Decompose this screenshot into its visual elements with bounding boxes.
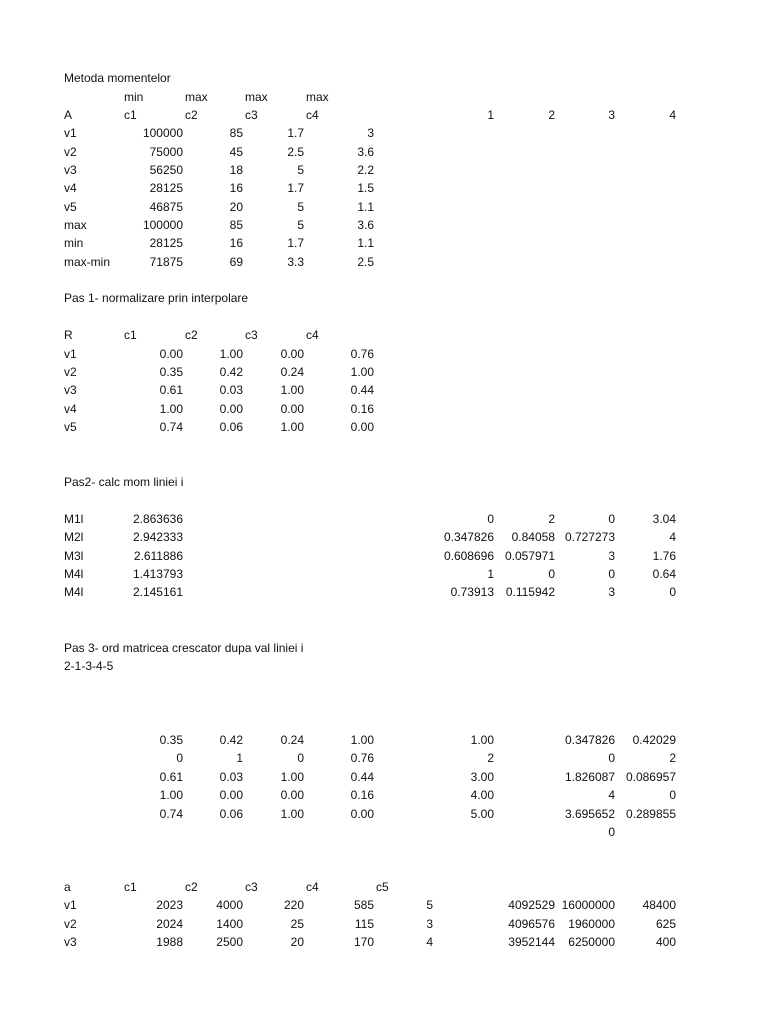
sheet-cell: 0.74 bbox=[159, 807, 183, 821]
sheet-cell: 3 bbox=[608, 549, 615, 563]
sheet-cell: R bbox=[64, 328, 73, 342]
sheet-cell: 4092529 bbox=[508, 898, 555, 912]
sheet-cell: 100000 bbox=[142, 126, 183, 140]
sheet-cell: 1 bbox=[236, 751, 243, 765]
sheet-cell: 0 bbox=[297, 751, 304, 765]
sheet-cell: 2-1-3-4-5 bbox=[64, 659, 114, 673]
sheet-cell: 100000 bbox=[142, 218, 183, 232]
sheet-cell: v2 bbox=[64, 145, 77, 159]
sheet-cell: 0.289855 bbox=[625, 807, 676, 821]
sheet-cell: c3 bbox=[245, 108, 258, 122]
sheet-cell: 16 bbox=[229, 236, 243, 250]
sheet-cell: 2500 bbox=[216, 935, 243, 949]
sheet-cell: 3.6 bbox=[357, 145, 374, 159]
sheet-cell: v1 bbox=[64, 347, 77, 361]
sheet-cell: 69 bbox=[229, 255, 243, 269]
sheet-cell: 20 bbox=[290, 935, 304, 949]
sheet-cell: 0.347826 bbox=[443, 530, 494, 544]
sheet-cell: c4 bbox=[306, 108, 319, 122]
sheet-cell: min bbox=[124, 90, 144, 104]
sheet-cell: 0.057971 bbox=[504, 549, 555, 563]
sheet-cell: min bbox=[64, 236, 84, 250]
sheet-cell: 0 bbox=[608, 751, 615, 765]
sheet-cell: Pas2- calc mom liniei i bbox=[64, 475, 184, 489]
sheet-cell: 5 bbox=[297, 200, 304, 214]
sheet-cell: 4 bbox=[669, 530, 676, 544]
sheet-cell: 0.74 bbox=[159, 420, 183, 434]
sheet-cell: v3 bbox=[64, 935, 77, 949]
sheet-cell: 2 bbox=[548, 512, 555, 526]
sheet-cell: 0.00 bbox=[219, 402, 243, 416]
sheet-cell: 4 bbox=[608, 788, 615, 802]
sheet-cell: 1 bbox=[487, 108, 494, 122]
sheet-cell: 3 bbox=[608, 108, 615, 122]
sheet-cell: v5 bbox=[64, 420, 77, 434]
sheet-cell: 2023 bbox=[156, 898, 183, 912]
sheet-cell: 0 bbox=[669, 788, 676, 802]
sheet-cell: c2 bbox=[185, 108, 198, 122]
sheet-cell: 1.00 bbox=[350, 365, 374, 379]
sheet-cell: c2 bbox=[185, 880, 198, 894]
sheet-cell: 5 bbox=[297, 163, 304, 177]
sheet-cell: 4.00 bbox=[470, 788, 494, 802]
sheet-cell: 1.00 bbox=[280, 383, 304, 397]
sheet-cell: M2l bbox=[64, 530, 84, 544]
sheet-cell: 1960000 bbox=[568, 917, 615, 931]
sheet-cell: 0 bbox=[608, 825, 615, 839]
sheet-cell: 3.04 bbox=[652, 512, 676, 526]
sheet-cell: 0.84058 bbox=[511, 530, 555, 544]
sheet-cell: c2 bbox=[185, 328, 198, 342]
sheet-cell: 25 bbox=[290, 917, 304, 931]
sheet-cell: c4 bbox=[306, 880, 319, 894]
sheet-cell: 1.826087 bbox=[564, 770, 615, 784]
sheet-cell: 0 bbox=[608, 512, 615, 526]
sheet-cell: 4 bbox=[669, 108, 676, 122]
sheet-cell: 46875 bbox=[149, 200, 183, 214]
sheet-cell: 2.5 bbox=[357, 255, 374, 269]
sheet-cell: 56250 bbox=[149, 163, 183, 177]
sheet-cell: max bbox=[245, 90, 268, 104]
sheet-cell: 71875 bbox=[149, 255, 183, 269]
sheet-cell: 0.16 bbox=[350, 402, 374, 416]
sheet-cell: 1.5 bbox=[357, 181, 374, 195]
sheet-cell: 0.00 bbox=[219, 788, 243, 802]
sheet-cell: 2.145161 bbox=[132, 585, 183, 599]
sheet-cell: 0 bbox=[669, 585, 676, 599]
sheet-cell: 220 bbox=[283, 898, 304, 912]
sheet-cell: 0.086957 bbox=[625, 770, 676, 784]
sheet-cell: a bbox=[64, 880, 71, 894]
sheet-cell: 1.1 bbox=[357, 200, 374, 214]
sheet-cell: 0.44 bbox=[350, 770, 374, 784]
sheet-cell: 3 bbox=[608, 585, 615, 599]
sheet-cell: 3 bbox=[426, 917, 433, 931]
sheet-cell: 0.64 bbox=[652, 567, 676, 581]
sheet-cell: 0.42029 bbox=[632, 733, 676, 747]
sheet-cell: 0.347826 bbox=[564, 733, 615, 747]
sheet-cell: 0 bbox=[487, 512, 494, 526]
sheet-cell: 0.61 bbox=[159, 770, 183, 784]
sheet-cell: 0.24 bbox=[280, 733, 304, 747]
sheet-cell: 1.00 bbox=[219, 347, 243, 361]
sheet-cell: 2 bbox=[487, 751, 494, 765]
sheet-cell: 1.00 bbox=[280, 420, 304, 434]
sheet-cell: 6250000 bbox=[568, 935, 615, 949]
sheet-cell: 0 bbox=[176, 751, 183, 765]
sheet-cell: 85 bbox=[229, 218, 243, 232]
sheet-cell: 0.61 bbox=[159, 383, 183, 397]
sheet-cell: c3 bbox=[245, 328, 258, 342]
sheet-cell: v3 bbox=[64, 383, 77, 397]
sheet-cell: 45 bbox=[229, 145, 243, 159]
sheet-cell: 0.03 bbox=[219, 770, 243, 784]
sheet-cell: c1 bbox=[124, 328, 137, 342]
sheet-cell: 5.00 bbox=[470, 807, 494, 821]
sheet-cell: c1 bbox=[124, 108, 137, 122]
sheet-cell: 1.00 bbox=[470, 733, 494, 747]
sheet-cell: 2 bbox=[548, 108, 555, 122]
sheet-cell: 0.76 bbox=[350, 347, 374, 361]
sheet-cell: 3.6 bbox=[357, 218, 374, 232]
sheet-cell: 2.611886 bbox=[133, 549, 183, 563]
sheet-cell: 115 bbox=[354, 917, 374, 931]
sheet-cell: M4l bbox=[64, 567, 84, 581]
sheet-cell: 0.35 bbox=[159, 365, 183, 379]
sheet-cell: Pas 1- normalizare prin interpolare bbox=[64, 291, 249, 305]
sheet-cell: 1.7 bbox=[287, 181, 304, 195]
sheet-cell: 1.1 bbox=[357, 236, 374, 250]
sheet-cell: 4 bbox=[426, 935, 433, 949]
sheet-cell: 0.115942 bbox=[505, 585, 555, 599]
sheet-cell: 400 bbox=[655, 935, 676, 949]
sheet-cell: v1 bbox=[64, 126, 77, 140]
sheet-cell: 28125 bbox=[149, 236, 183, 250]
sheet-cell: 625 bbox=[655, 917, 676, 931]
sheet-cell: 3.00 bbox=[470, 770, 494, 784]
sheet-cell: 18 bbox=[229, 163, 243, 177]
sheet-cell: 0.00 bbox=[350, 420, 374, 434]
sheet-cell: v4 bbox=[64, 181, 77, 195]
sheet-cell: 4096576 bbox=[508, 917, 555, 931]
sheet-cell: 16 bbox=[229, 181, 243, 195]
sheet-cell: 1988 bbox=[156, 935, 183, 949]
sheet-cell: 170 bbox=[353, 935, 374, 949]
sheet-cell: 3.3 bbox=[287, 255, 304, 269]
sheet-cell: M4l bbox=[64, 585, 84, 599]
sheet-cell: 0.42 bbox=[219, 365, 243, 379]
sheet-cell: 0.727273 bbox=[564, 530, 615, 544]
sheet-cell: max-min bbox=[64, 255, 111, 269]
sheet-cell: 1.7 bbox=[287, 236, 304, 250]
sheet-cell: 0 bbox=[548, 567, 555, 581]
sheet-cell: 1 bbox=[487, 567, 494, 581]
sheet-cell: 0.24 bbox=[280, 365, 304, 379]
sheet-cell: c3 bbox=[245, 880, 258, 894]
sheet-cell: M1l bbox=[64, 512, 84, 526]
sheet-cell: 16000000 bbox=[561, 898, 615, 912]
sheet-cell: 1.00 bbox=[159, 788, 183, 802]
sheet-cell: 1.00 bbox=[159, 402, 183, 416]
sheet-cell: 0.76 bbox=[350, 751, 374, 765]
sheet-cell: 1400 bbox=[216, 917, 243, 931]
sheet-cell: 0.35 bbox=[159, 733, 183, 747]
sheet-cell: c4 bbox=[306, 328, 319, 342]
sheet-cell: 0.00 bbox=[280, 402, 304, 416]
sheet-cell: 0 bbox=[608, 567, 615, 581]
sheet-cell: 1.00 bbox=[280, 807, 304, 821]
sheet-cell: v3 bbox=[64, 163, 77, 177]
sheet-cell: A bbox=[64, 108, 73, 122]
sheet-cell: v2 bbox=[64, 917, 77, 931]
sheet-cell: 5 bbox=[297, 218, 304, 232]
sheet-cell: 5 bbox=[426, 898, 433, 912]
sheet-cell: 2024 bbox=[156, 917, 183, 931]
sheet-cell: 0.06 bbox=[219, 420, 243, 434]
sheet-cell: Pas 3- ord matricea crescator dupa val liniei i bbox=[64, 641, 304, 655]
sheet-cell: 1.413793 bbox=[132, 567, 183, 581]
sheet-cell: 0.608696 bbox=[443, 549, 494, 563]
sheet-cell: 1.76 bbox=[652, 549, 676, 563]
sheet-cell: 28125 bbox=[149, 181, 183, 195]
sheet-cell: 2.942333 bbox=[132, 530, 183, 544]
sheet-cell: 0.03 bbox=[219, 383, 243, 397]
sheet-cell: Metoda momentelor bbox=[64, 71, 171, 85]
sheet-cell: 48400 bbox=[642, 898, 676, 912]
sheet-cell: 85 bbox=[229, 126, 243, 140]
sheet-cell: 0.00 bbox=[280, 347, 304, 361]
sheet-cell: max bbox=[306, 90, 329, 104]
sheet-cell: 0.00 bbox=[350, 807, 374, 821]
sheet-cell: 2.5 bbox=[287, 145, 304, 159]
sheet-cell: c5 bbox=[376, 880, 389, 894]
sheet-cell: 4000 bbox=[216, 898, 243, 912]
sheet-cell: 2.2 bbox=[357, 163, 374, 177]
sheet-cell: 3 bbox=[367, 126, 374, 140]
sheet-cell: 0.44 bbox=[350, 383, 374, 397]
sheet-cell: 75000 bbox=[149, 145, 183, 159]
sheet-cell: v5 bbox=[64, 200, 77, 214]
sheet-cell: max bbox=[64, 218, 87, 232]
sheet-cell: v2 bbox=[64, 365, 77, 379]
sheet-cell: 0.73913 bbox=[450, 585, 494, 599]
sheet-cell: v4 bbox=[64, 402, 77, 416]
sheet-cell: max bbox=[185, 90, 208, 104]
sheet-cell: 2 bbox=[669, 751, 676, 765]
sheet-cell: 0.00 bbox=[280, 788, 304, 802]
sheet-cell: 1.00 bbox=[350, 733, 374, 747]
sheet-cell: 1.00 bbox=[280, 770, 304, 784]
sheet-cell: 20 bbox=[229, 200, 243, 214]
sheet-cell: 0.00 bbox=[159, 347, 183, 361]
sheet-cell: 1.7 bbox=[287, 126, 304, 140]
sheet-cell: 3952144 bbox=[508, 935, 555, 949]
sheet-cell: 0.06 bbox=[219, 807, 243, 821]
sheet-cell: 3.695652 bbox=[564, 807, 615, 821]
sheet-cell: 0.42 bbox=[219, 733, 243, 747]
sheet-cell: v1 bbox=[64, 898, 77, 912]
sheet-cell: 0.16 bbox=[350, 788, 374, 802]
sheet-cell: c1 bbox=[124, 880, 137, 894]
sheet-cell: M3l bbox=[64, 549, 84, 563]
sheet-cell: 585 bbox=[353, 898, 374, 912]
sheet-cell: 2.863636 bbox=[132, 512, 183, 526]
